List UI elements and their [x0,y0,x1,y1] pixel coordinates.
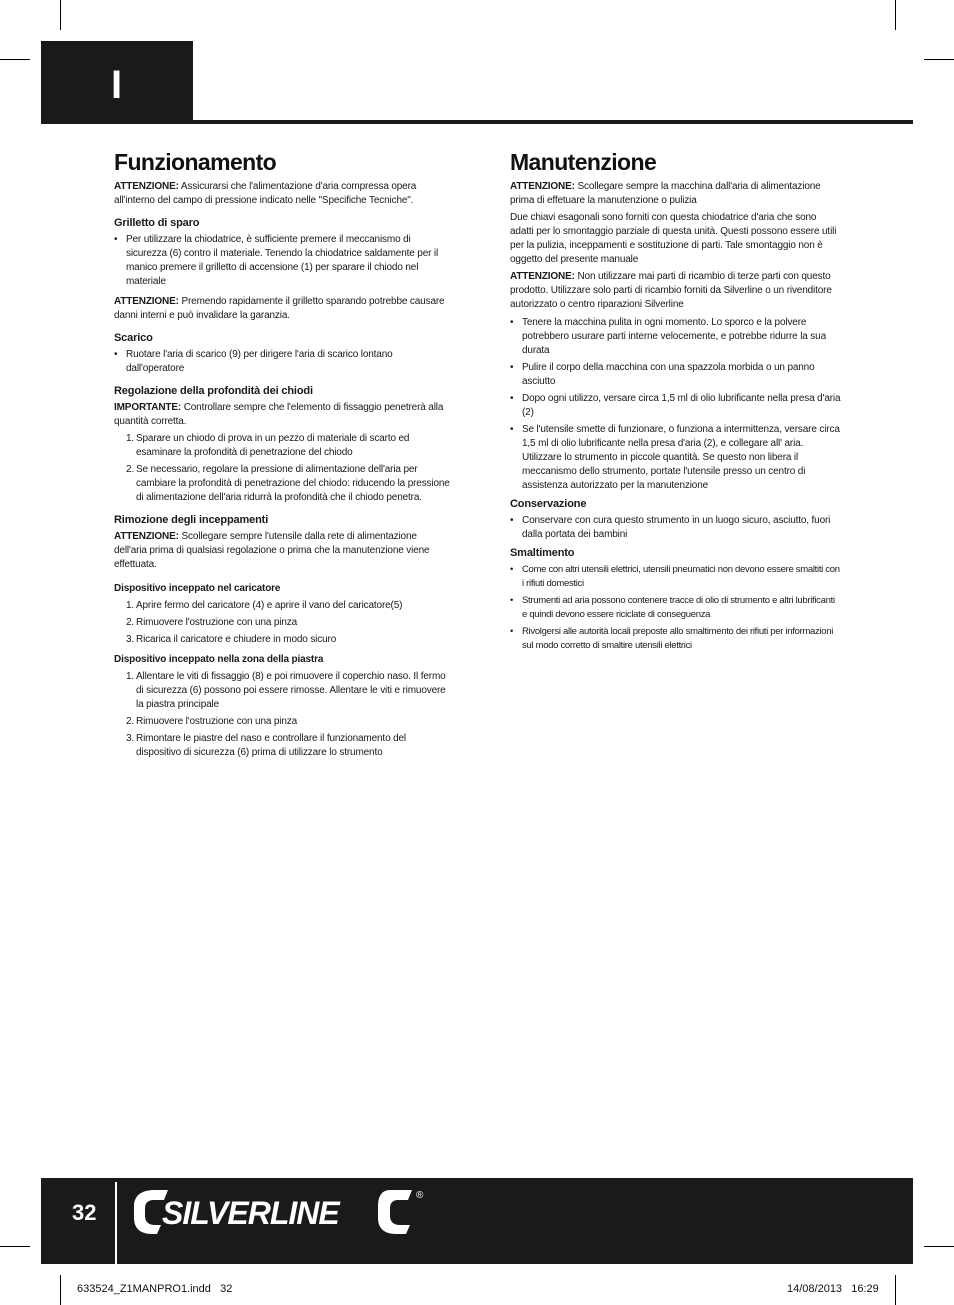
list-item [114,463,450,505]
warning-text: Scollegare sempre la macchina dall'aria di alimentazione prima di effetuare la manutenzione o pulizia [510,181,821,206]
maintenance-warning-2 [510,270,842,312]
file-slug: 633524_Z1MANPRO1.indd 32 [77,1283,233,1295]
crop-mark [924,59,954,60]
trigger-heading: Grilletto di sparo [114,217,200,229]
important-text: Controllare sempre che l'elemento di fissaggio penetrerà alla quantità corretta. [114,402,444,427]
magazine-jam-steps [114,599,450,647]
exhaust-list [114,348,450,376]
date-slug: 14/08/2013 16:29 [787,1283,879,1295]
list-item: • Come con altri utensili elettrici, utensili pneumatici non devono essere smaltiti con i rifiuti domestici [510,563,842,591]
crop-mark [0,1246,30,1247]
disposal-list [510,563,842,653]
important-label: IMPORTANTE: [114,402,182,413]
warning-label: ATTENZIONE: [114,181,179,192]
footer-divider [115,1182,117,1264]
list-item [114,616,450,630]
storage-heading: Conservazione [510,498,587,510]
step-text: Ricarica il caricatore e chiudere in modo sicuro [136,634,337,645]
crop-mark [895,1275,896,1305]
step-text: Rimuovere l'ostruzione con una pinza [136,617,298,628]
language-letter: I [111,63,123,107]
crop-mark [895,0,896,30]
step-number: 1. [126,433,135,444]
list-item: • Tenere la macchina pulita in ogni momento. Lo sporco e la polvere potrebbero usurare parti interne velocemente, e potrebbe ridurre la sua durata [510,316,842,358]
depth-heading: Regolazione della profondità dei chiodi [114,385,313,397]
step-number: 1. [126,600,135,611]
warning-text: Non utilizzare mai parti di ricambio di terze parti con questo prodotto. Utilizzare solo parti di ricambio forniti da Silverline o un rivenditore autorizzato o centro riparazioni Silverline [510,271,832,310]
crop-mark [60,0,61,30]
list-item: • Ruotare l'aria di scarico (9) per dirigere l'aria di scarico lontano dall'operatore [114,348,450,376]
jam-warning [114,530,450,572]
silverline-logo-mark [128,1186,428,1238]
plate-jam-heading: Dispositivo inceppato nella zona della piastra [114,654,324,665]
step-number: 2. [126,464,135,475]
list-item [114,599,450,613]
trigger-warning [114,295,450,323]
exhaust-heading: Scarico [114,332,153,344]
crop-mark [60,1275,61,1305]
list-item: • Pulire il corpo della macchina con una spazzola morbida o un panno asciutto [510,361,842,389]
warning-text: Assicurarsi che l'alimentazione d'aria compressa opera all'interno del campo di pressione indicato nelle "Specifiche Tecniche". [114,181,417,206]
page-number: 32 [72,1200,97,1225]
step-number: 1. [126,671,135,682]
list-item [114,715,450,729]
maintenance-paragraph: Due chiavi esagonali sono forniti con questa chiodatrice d'aria che sono adatti per lo smontaggio parziale di questa unità. Questi possono essere utili per la pulizia, inceppamenti e sostituzione di parti. Tale smontaggio non è oggetto del presente manuale [510,212,837,265]
step-number: 2. [126,716,135,727]
crop-mark [924,1246,954,1247]
depth-steps [114,432,450,505]
operation-intro-warning [114,180,450,208]
maintenance-column [510,148,842,657]
header-rule [41,120,913,124]
depth-important [114,401,450,429]
magazine-jam-heading: Dispositivo inceppato nel caricatore [114,583,281,594]
maintenance-warning-1 [510,180,842,208]
maintenance-title: Manutenzione [510,149,657,175]
warning-text: Premendo rapidamente il grilletto sparando potrebbe causare danni interni e può invalidare la garanzia. [114,296,445,321]
crop-mark [0,59,30,60]
maintenance-list [510,316,842,493]
warning-label: ATTENZIONE: [114,296,179,307]
step-text: Se necessario, regolare la pressione di alimentazione dell'aria per cambiare la profondità di penetrazione del chiodo: riducendo la pressione di alimentazione dell'aria ridurrà la profondità che il chiodo penetra. [136,464,450,503]
disposal-heading: Smaltimento [510,547,575,559]
operation-title: Funzionamento [114,149,277,175]
step-text: Rimontare le piastre del naso e controllare il funzionamento del dispositivo di sicurezza (6) prima di utilizzare lo strumento [136,733,406,758]
list-item: • Conservare con cura questo strumento in un luogo sicuro, asciutto, fuori dalla portata dei bambini [510,514,842,542]
jam-heading: Rimozione degli inceppamenti [114,514,269,526]
step-text: Sparare un chiodo di prova in un pezzo di materiale di scarto ed esaminare la profondità di penetrazione del chiodo [136,433,410,458]
logo-wordmark: SILVERLINE [162,1195,339,1231]
warning-label: ATTENZIONE: [510,181,575,192]
list-item: • Rivolgersi alle autorità locali preposte allo smaltimento dei rifiuti per informazioni sul modo corretto di smaltire utensili elettrici [510,625,842,653]
language-tab [41,41,193,121]
list-item: • Dopo ogni utilizzo, versare circa 1,5 ml di olio lubrificante nella presa d'aria (2) [510,392,842,420]
list-item [114,432,450,460]
step-text: Allentare le viti di fissaggio (8) e poi rimuovere il coperchio naso. Il fermo di sicurezza (6) possono poi essere rimosse. Allentare le viti e rimuovere la piastra principale [136,671,446,710]
step-text: Aprire fermo del caricatore (4) e aprire il vano del caricatore(5) [136,600,403,611]
list-item [114,633,450,647]
plate-jam-steps [114,670,450,760]
warning-label: ATTENZIONE: [510,271,575,282]
list-item: • Strumenti ad aria possono contenere tracce di olio di strumento e altri lubrificanti e quindi devono essere riciclate di conseguenza [510,594,842,622]
storage-list [510,514,842,542]
step-number: 3. [126,733,135,744]
trigger-list [114,233,450,289]
warning-text: Scollegare sempre l'utensile dalla rete di alimentazione dell'aria prima di qualsiasi regolazione o prima che la manutenzione viene effettuata. [114,531,430,570]
operation-column [114,148,450,764]
list-item [114,732,450,760]
silverline-logo [128,1186,428,1243]
list-item [114,670,450,712]
step-number: 3. [126,634,135,645]
step-number: 2. [126,617,135,628]
registered-mark: ® [416,1190,424,1201]
warning-label: ATTENZIONE: [114,531,179,542]
list-item: • Per utilizzare la chiodatrice, è sufficiente premere il meccanismo di sicurezza (6) contro il materiale. Tenendo la chiodatrice saldamente per il manico premere il grilletto di accensione (1) per sparare il chiodo nel materiale [114,233,450,289]
step-text: Rimuovere l'ostruzione con una pinza [136,716,298,727]
list-item: • Se l'utensile smette di funzionare, o funziona a intermittenza, versare circa 1,5 ml di olio lubrificante nella presa d'aria (2), e collegare all' aria. Utilizzare lo strumento in piccole quantità. Se questo non libera il meccanismo dello strumento, portate l'utensile presso un centro di assistenza autorizzato per la manutenzione [510,423,842,493]
